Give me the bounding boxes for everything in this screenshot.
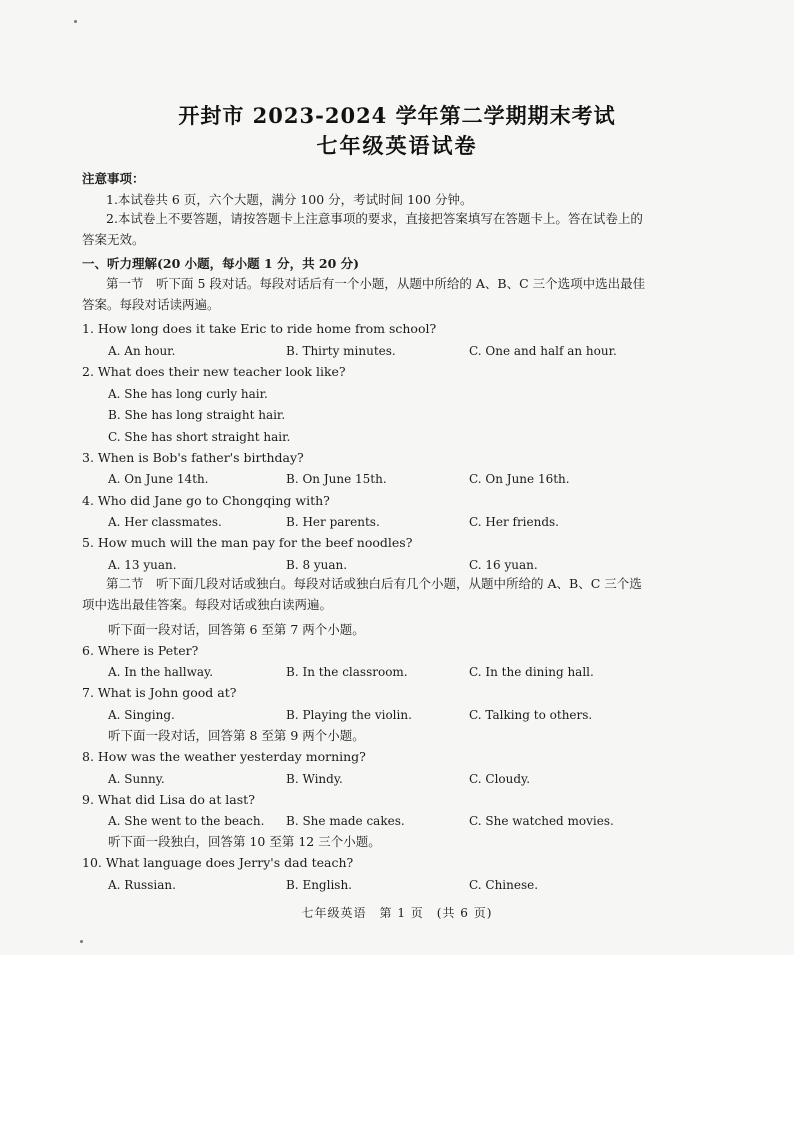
question-10: 10. What language does Jerry's dad teach?	[82, 855, 354, 870]
q8-option-b: B. Windy.	[286, 772, 343, 786]
q7-option-b: B. Playing the violin.	[286, 708, 412, 722]
q6-option-a: A. In the hallway.	[108, 665, 214, 679]
question-8: 8. How was the weather yesterday morning?	[82, 749, 366, 764]
q2-option-c: C. She has short straight hair.	[108, 430, 291, 444]
section-1-heading: 一、听力理解(20 小题，每小题 1 分，共 20 分)	[82, 256, 360, 271]
instruction-8-9: 听下面一段对话，回答第 8 至第 9 两个小题。	[108, 728, 365, 743]
q4-option-c: C. Her friends.	[469, 515, 559, 529]
q3-option-a: A. On June 14th.	[108, 472, 209, 486]
q9-option-a: A. She went to the beach.	[108, 814, 265, 828]
question-1: 1. How long does it take Eric to ride home from school?	[82, 321, 437, 336]
q9-option-c: C. She watched movies.	[469, 814, 614, 828]
part-2-intro: 第二节 听下面几段对话或独白。每段对话或独白后有几个小题，从题中所给的 A、B、C 三个选项中选出最佳答案。每段对话或独白读两遍。	[82, 576, 642, 612]
question-2: 2. What does their new teacher look like?	[82, 364, 346, 379]
instruction-6-7: 听下面一段对话，回答第 6 至第 7 两个小题。	[108, 622, 365, 637]
notice-heading: 注意事项：	[82, 171, 145, 186]
page-footer: 七年级英语 第 1 页 (共 6 页)	[301, 906, 493, 920]
q6-option-c: C. In the dining hall.	[469, 665, 594, 679]
exam-subtitle: 七年级英语试卷	[316, 133, 478, 158]
q6-option-b: B. In the classroom.	[286, 665, 408, 679]
question-6: 6. Where is Peter?	[82, 643, 199, 658]
question-3: 3. When is Bob's father's birthday?	[82, 450, 304, 465]
q4-option-a: A. Her classmates.	[108, 515, 222, 529]
q8-option-c: C. Cloudy.	[469, 772, 531, 786]
q3-option-b: B. On June 15th.	[286, 472, 387, 486]
notice-item-2: 2.本试卷上不要答题，请按答题卡上注意事项的要求，直接把答案填写在答题卡上。答在试卷上的答案无效。	[82, 211, 643, 247]
question-7: 7. What is John good at?	[82, 685, 237, 700]
instruction-10-12: 听下面一段独白，回答第 10 至第 12 三个小题。	[108, 834, 381, 849]
q7-option-a: A. Singing.	[108, 708, 175, 722]
q1-option-b: B. Thirty minutes.	[286, 344, 396, 358]
q2-option-b: B. She has long straight hair.	[108, 408, 286, 422]
scan-speck	[74, 20, 77, 23]
q4-option-b: B. Her parents.	[286, 515, 380, 529]
q3-option-c: C. On June 16th.	[469, 472, 570, 486]
question-5: 5. How much will the man pay for the beef noodles?	[82, 535, 413, 550]
q10-option-b: B. English.	[286, 878, 352, 892]
notice-item-1: 1.本试卷共 6 页，六个大题，满分 100 分，考试时间 100 分钟。	[106, 192, 473, 207]
q5-option-a: A. 13 yuan.	[108, 558, 177, 572]
part-1-intro: 第一节 听下面 5 段对话。每段对话后有一个小题，从题中所给的 A、B、C 三个选项中选出最佳答案。每段对话读两遍。	[82, 276, 646, 312]
exam-title: 开封市 2023-2024 学年第二学期期末考试	[178, 103, 616, 128]
q10-option-a: A. Russian.	[108, 878, 176, 892]
q1-option-c: C. One and half an hour.	[469, 344, 617, 358]
q2-option-a: A. She has long curly hair.	[108, 387, 268, 401]
q1-option-a: A. An hour.	[108, 344, 176, 358]
question-9: 9. What did Lisa do at last?	[82, 792, 255, 807]
q5-option-c: C. 16 yuan.	[469, 558, 538, 572]
q7-option-c: C. Talking to others.	[469, 708, 593, 722]
q10-option-c: C. Chinese.	[469, 878, 539, 892]
scan-speck	[80, 940, 83, 943]
q5-option-b: B. 8 yuan.	[286, 558, 348, 572]
question-4: 4. Who did Jane go to Chongqing with?	[82, 493, 330, 508]
q9-option-b: B. She made cakes.	[286, 814, 405, 828]
q8-option-a: A. Sunny.	[108, 772, 165, 786]
